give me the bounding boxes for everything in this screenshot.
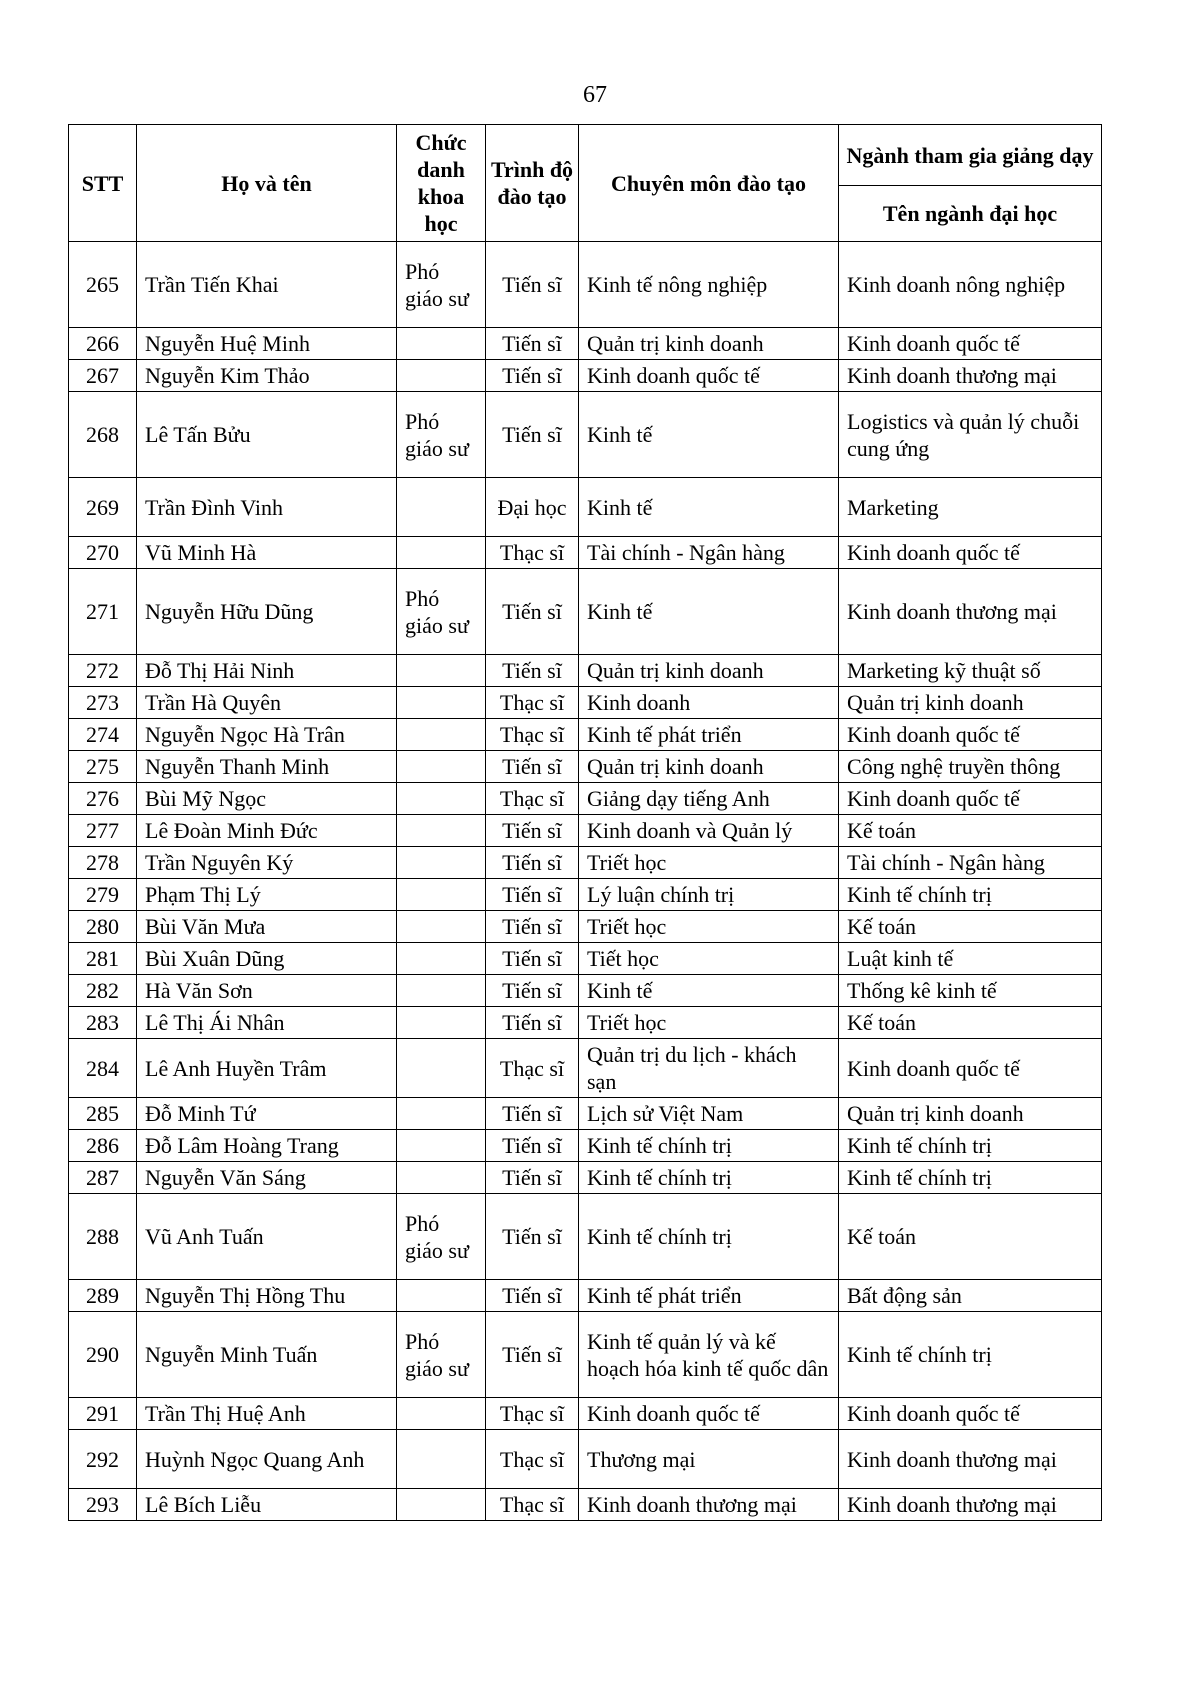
row-stt: 271 (69, 569, 137, 655)
row-degree: Tiến sĩ (486, 242, 579, 328)
row-degree: Tiến sĩ (486, 360, 579, 392)
row-specialty: Triết học (579, 911, 839, 943)
row-name: Trần Hà Quyên (137, 687, 397, 719)
row-major: Kinh doanh quốc tế (839, 537, 1102, 569)
row-name: Đỗ Minh Tứ (137, 1098, 397, 1130)
row-specialty: Tài chính - Ngân hàng (579, 537, 839, 569)
row-name: Nguyễn Văn Sáng (137, 1162, 397, 1194)
row-name: Đỗ Thị Hải Ninh (137, 655, 397, 687)
row-major: Công nghệ truyền thông (839, 751, 1102, 783)
row-name: Huỳnh Ngọc Quang Anh (137, 1430, 397, 1489)
row-name: Đỗ Lâm Hoàng Trang (137, 1130, 397, 1162)
header-major-group: Ngành tham gia giảng dạy (839, 125, 1102, 186)
row-major: Kinh doanh thương mại (839, 1430, 1102, 1489)
row-academic-title (397, 537, 486, 569)
row-stt: 285 (69, 1098, 137, 1130)
row-degree: Tiến sĩ (486, 815, 579, 847)
row-major: Kinh doanh quốc tế (839, 328, 1102, 360)
row-specialty: Kinh tế chính trị (579, 1130, 839, 1162)
row-major: Bất động sản (839, 1280, 1102, 1312)
table-row (69, 1162, 1102, 1194)
row-academic-title (397, 478, 486, 537)
row-major: Tài chính - Ngân hàng (839, 847, 1102, 879)
row-major: Kinh doanh nông nghiệp (839, 242, 1102, 328)
row-academic-title (397, 783, 486, 815)
row-stt: 278 (69, 847, 137, 879)
row-stt: 288 (69, 1194, 137, 1280)
row-specialty: Kinh tế phát triển (579, 719, 839, 751)
row-major: Logistics và quản lý chuỗi cung ứng (839, 392, 1102, 478)
row-name: Nguyễn Huệ Minh (137, 328, 397, 360)
row-stt: 286 (69, 1130, 137, 1162)
row-degree: Tiến sĩ (486, 1098, 579, 1130)
row-degree: Tiến sĩ (486, 1280, 579, 1312)
row-academic-title (397, 1162, 486, 1194)
row-name: Nguyễn Hữu Dũng (137, 569, 397, 655)
row-degree: Tiến sĩ (486, 1162, 579, 1194)
row-stt: 284 (69, 1039, 137, 1098)
row-specialty: Giảng dạy tiếng Anh (579, 783, 839, 815)
row-name: Lê Anh Huyền Trâm (137, 1039, 397, 1098)
row-name: Nguyễn Thị Hồng Thu (137, 1280, 397, 1312)
row-degree: Tiến sĩ (486, 569, 579, 655)
row-specialty: Kinh tế phát triển (579, 1280, 839, 1312)
row-academic-title (397, 1130, 486, 1162)
row-academic-title: Phó giáo sư (397, 242, 486, 328)
row-degree: Tiến sĩ (486, 1130, 579, 1162)
row-major: Marketing (839, 478, 1102, 537)
row-name: Nguyễn Ngọc Hà Trân (137, 719, 397, 751)
header-title: Chức danh khoa học (397, 125, 486, 242)
row-degree: Tiến sĩ (486, 943, 579, 975)
row-academic-title (397, 1280, 486, 1312)
table-row (69, 879, 1102, 911)
row-academic-title (397, 360, 486, 392)
row-name: Nguyễn Thanh Minh (137, 751, 397, 783)
table-row (69, 1280, 1102, 1312)
table-header (69, 125, 1102, 242)
row-degree: Tiến sĩ (486, 1007, 579, 1039)
row-stt: 275 (69, 751, 137, 783)
row-degree: Tiến sĩ (486, 751, 579, 783)
table-row (69, 392, 1102, 478)
row-specialty: Kinh doanh thương mại (579, 1489, 839, 1521)
row-major: Marketing kỹ thuật số (839, 655, 1102, 687)
table-row (69, 1098, 1102, 1130)
row-academic-title (397, 751, 486, 783)
header-degree: Trình độ đào tạo (486, 125, 579, 242)
row-specialty: Kinh tế chính trị (579, 1194, 839, 1280)
row-name: Trần Đình Vinh (137, 478, 397, 537)
row-degree: Thạc sĩ (486, 537, 579, 569)
row-major: Kinh tế chính trị (839, 1162, 1102, 1194)
row-degree: Tiến sĩ (486, 879, 579, 911)
table-row (69, 943, 1102, 975)
row-specialty: Triết học (579, 1007, 839, 1039)
row-stt: 279 (69, 879, 137, 911)
row-stt: 291 (69, 1398, 137, 1430)
row-specialty: Kinh tế (579, 478, 839, 537)
header-specialty: Chuyên môn đào tạo (579, 125, 839, 242)
row-stt: 293 (69, 1489, 137, 1521)
row-degree: Tiến sĩ (486, 1312, 579, 1398)
row-name: Lê Thị Ái Nhân (137, 1007, 397, 1039)
row-specialty: Kinh doanh quốc tế (579, 1398, 839, 1430)
row-name: Bùi Xuân Dũng (137, 943, 397, 975)
table-row (69, 328, 1102, 360)
row-major: Thống kê kinh tế (839, 975, 1102, 1007)
row-degree: Tiến sĩ (486, 392, 579, 478)
row-degree: Thạc sĩ (486, 1398, 579, 1430)
table-row (69, 687, 1102, 719)
row-degree: Tiến sĩ (486, 1194, 579, 1280)
table-body (69, 242, 1102, 1521)
row-stt: 281 (69, 943, 137, 975)
table-row (69, 655, 1102, 687)
row-stt: 267 (69, 360, 137, 392)
row-academic-title (397, 655, 486, 687)
row-specialty: Tiết học (579, 943, 839, 975)
row-stt: 287 (69, 1162, 137, 1194)
table-row (69, 751, 1102, 783)
row-academic-title (397, 975, 486, 1007)
row-specialty: Kinh doanh (579, 687, 839, 719)
row-specialty: Lịch sử Việt Nam (579, 1098, 839, 1130)
table-row (69, 478, 1102, 537)
row-academic-title (397, 719, 486, 751)
row-academic-title: Phó giáo sư (397, 1312, 486, 1398)
row-major: Kinh doanh thương mại (839, 360, 1102, 392)
table-row (69, 242, 1102, 328)
row-name: Trần Tiến Khai (137, 242, 397, 328)
row-stt: 290 (69, 1312, 137, 1398)
row-stt: 277 (69, 815, 137, 847)
table-row (69, 911, 1102, 943)
row-stt: 282 (69, 975, 137, 1007)
row-stt: 292 (69, 1430, 137, 1489)
row-stt: 276 (69, 783, 137, 815)
row-name: Lê Bích Liễu (137, 1489, 397, 1521)
table-row (69, 1430, 1102, 1489)
row-stt: 270 (69, 537, 137, 569)
row-stt: 265 (69, 242, 137, 328)
row-academic-title: Phó giáo sư (397, 1194, 486, 1280)
row-name: Trần Thị Huệ Anh (137, 1398, 397, 1430)
table-row (69, 719, 1102, 751)
row-academic-title (397, 815, 486, 847)
row-name: Lê Tấn Bửu (137, 392, 397, 478)
header-name: Họ và tên (137, 125, 397, 242)
row-academic-title: Phó giáo sư (397, 569, 486, 655)
row-major: Kế toán (839, 815, 1102, 847)
row-academic-title (397, 1398, 486, 1430)
row-degree: Tiến sĩ (486, 655, 579, 687)
row-degree: Thạc sĩ (486, 1489, 579, 1521)
row-specialty: Quản trị du lịch - khách sạn (579, 1039, 839, 1098)
header-stt: STT (69, 125, 137, 242)
table-row (69, 360, 1102, 392)
row-name: Phạm Thị Lý (137, 879, 397, 911)
row-degree: Thạc sĩ (486, 1039, 579, 1098)
row-name: Trần Nguyên Ký (137, 847, 397, 879)
row-name: Vũ Anh Tuấn (137, 1194, 397, 1280)
row-specialty: Quản trị kinh doanh (579, 751, 839, 783)
row-specialty: Kinh tế (579, 569, 839, 655)
row-specialty: Kinh tế (579, 975, 839, 1007)
row-major: Kinh doanh thương mại (839, 1489, 1102, 1521)
row-academic-title (397, 911, 486, 943)
row-degree: Đại học (486, 478, 579, 537)
row-major: Kinh tế chính trị (839, 879, 1102, 911)
row-academic-title (397, 847, 486, 879)
table-row (69, 537, 1102, 569)
row-academic-title (397, 687, 486, 719)
row-specialty: Kinh tế nông nghiệp (579, 242, 839, 328)
row-name: Nguyễn Kim Thảo (137, 360, 397, 392)
row-name: Lê Đoàn Minh Đức (137, 815, 397, 847)
row-specialty: Quản trị kinh doanh (579, 655, 839, 687)
row-major: Kinh doanh quốc tế (839, 719, 1102, 751)
row-specialty: Kinh doanh và Quản lý (579, 815, 839, 847)
table-row (69, 1398, 1102, 1430)
row-degree: Thạc sĩ (486, 783, 579, 815)
row-degree: Tiến sĩ (486, 328, 579, 360)
row-name: Vũ Minh Hà (137, 537, 397, 569)
table-row (69, 1489, 1102, 1521)
row-major: Kinh tế chính trị (839, 1312, 1102, 1398)
row-specialty: Kinh tế quản lý và kế hoạch hóa kinh tế quốc dân (579, 1312, 839, 1398)
row-major: Kinh doanh quốc tế (839, 783, 1102, 815)
row-major: Kế toán (839, 911, 1102, 943)
table-row (69, 1039, 1102, 1098)
row-name: Bùi Văn Mưa (137, 911, 397, 943)
row-degree: Tiến sĩ (486, 911, 579, 943)
table-row (69, 569, 1102, 655)
row-academic-title (397, 1489, 486, 1521)
row-academic-title (397, 1007, 486, 1039)
row-academic-title (397, 1039, 486, 1098)
row-major: Quản trị kinh doanh (839, 1098, 1102, 1130)
row-academic-title (397, 943, 486, 975)
row-specialty: Quản trị kinh doanh (579, 328, 839, 360)
row-specialty: Kinh tế chính trị (579, 1162, 839, 1194)
row-name: Nguyễn Minh Tuấn (137, 1312, 397, 1398)
table-row (69, 1130, 1102, 1162)
table-row (69, 975, 1102, 1007)
row-specialty: Kinh tế (579, 392, 839, 478)
row-stt: 280 (69, 911, 137, 943)
row-stt: 266 (69, 328, 137, 360)
row-degree: Tiến sĩ (486, 847, 579, 879)
row-academic-title (397, 1430, 486, 1489)
staff-table (68, 124, 1102, 1521)
row-major: Kế toán (839, 1194, 1102, 1280)
table-row (69, 1194, 1102, 1280)
row-major: Kinh doanh quốc tế (839, 1039, 1102, 1098)
row-stt: 274 (69, 719, 137, 751)
table-row (69, 783, 1102, 815)
row-stt: 289 (69, 1280, 137, 1312)
row-stt: 273 (69, 687, 137, 719)
row-specialty: Kinh doanh quốc tế (579, 360, 839, 392)
table-row (69, 815, 1102, 847)
row-academic-title: Phó giáo sư (397, 392, 486, 478)
row-major: Kế toán (839, 1007, 1102, 1039)
row-stt: 268 (69, 392, 137, 478)
row-major: Kinh tế chính trị (839, 1130, 1102, 1162)
row-name: Bùi Mỹ Ngọc (137, 783, 397, 815)
page-number: 67 (583, 82, 607, 108)
row-degree: Thạc sĩ (486, 687, 579, 719)
row-major: Kinh doanh quốc tế (839, 1398, 1102, 1430)
row-degree: Thạc sĩ (486, 719, 579, 751)
row-academic-title (397, 1098, 486, 1130)
row-stt: 269 (69, 478, 137, 537)
table-row (69, 847, 1102, 879)
header-major: Tên ngành đại học (839, 186, 1102, 242)
table-row (69, 1007, 1102, 1039)
row-specialty: Thương mại (579, 1430, 839, 1489)
row-specialty: Lý luận chính trị (579, 879, 839, 911)
row-major: Luật kinh tế (839, 943, 1102, 975)
row-major: Quản trị kinh doanh (839, 687, 1102, 719)
table-row (69, 1312, 1102, 1398)
row-stt: 283 (69, 1007, 137, 1039)
row-academic-title (397, 879, 486, 911)
row-name: Hà Văn Sơn (137, 975, 397, 1007)
row-academic-title (397, 328, 486, 360)
row-degree: Thạc sĩ (486, 1430, 579, 1489)
row-degree: Tiến sĩ (486, 975, 579, 1007)
row-specialty: Triết học (579, 847, 839, 879)
row-stt: 272 (69, 655, 137, 687)
row-major: Kinh doanh thương mại (839, 569, 1102, 655)
